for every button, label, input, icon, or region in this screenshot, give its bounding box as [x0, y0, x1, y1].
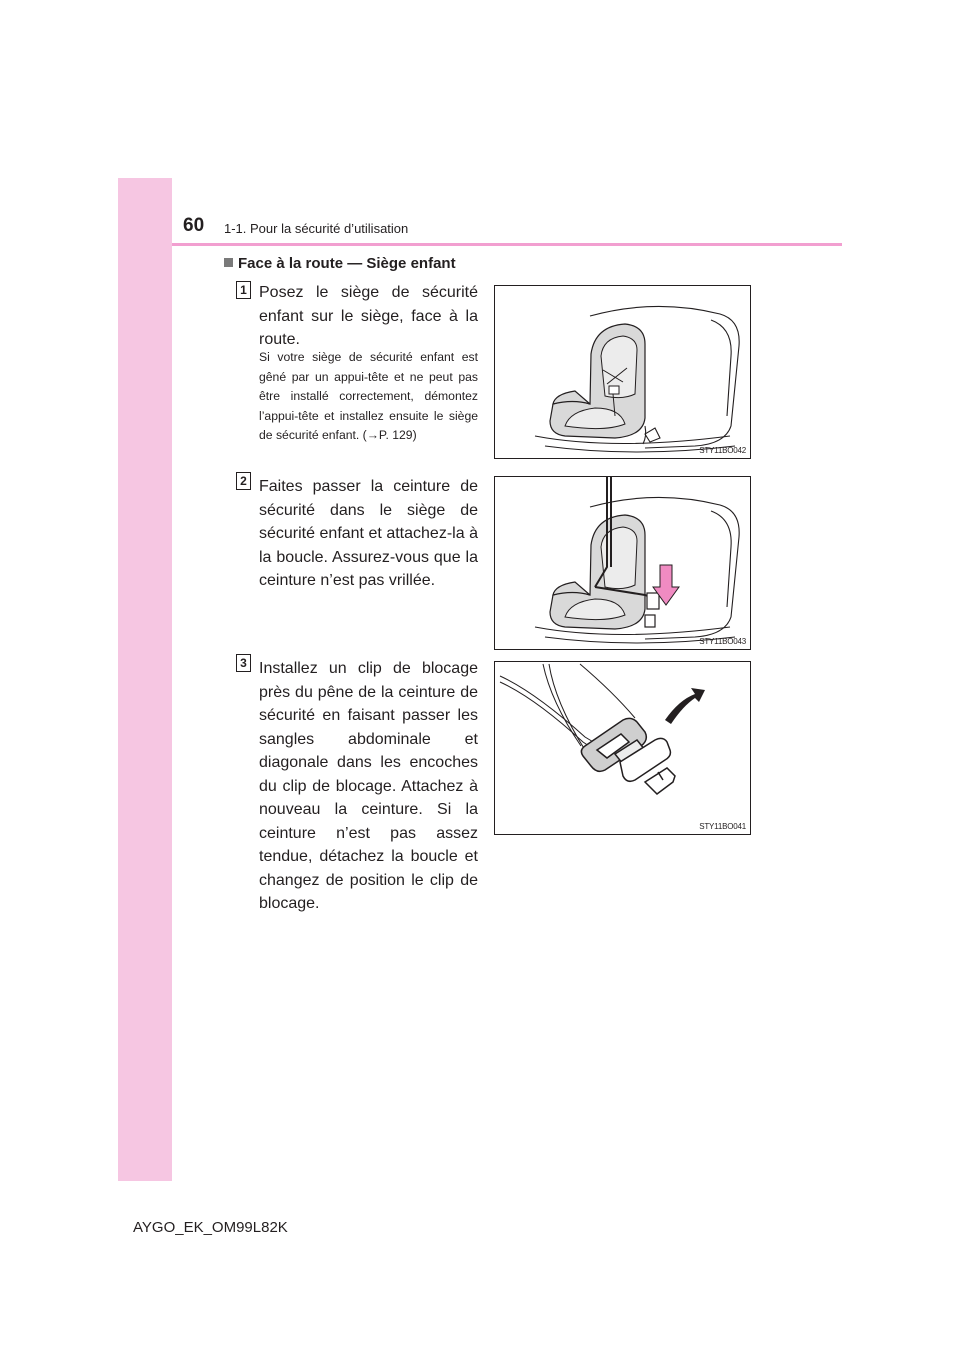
heading-text: Face à la route — Siège enfant [238, 255, 456, 272]
square-bullet-icon [224, 258, 233, 267]
page-number: 60 [183, 215, 205, 236]
figure-code: STY11BO041 [699, 822, 746, 831]
step-1-note: Si votre siège de sécurité enfant est gêné par un appui-tête et ne peut pas être installé correctement, démontez l’appui-tête et installez ensuite le siège de sécurité enfant. (→P. 129) [259, 350, 478, 442]
step-3-badge: 3 [236, 654, 251, 672]
figure-belt-routed [494, 476, 751, 650]
step-2-text: Faites passer la ceinture de sécurité dans le siège de sécurité enfant et attachez-la à la boucle. Assurez-vous que la ceinture n’est pas vrillée. [259, 478, 478, 589]
locking-clip-illustration [495, 662, 750, 834]
section-title: 1-1. Pour la sécurité d’utilisation [224, 221, 409, 236]
step-2-badge: 2 [236, 472, 251, 490]
section-heading [224, 255, 456, 272]
chapter-sidebar [118, 178, 172, 1181]
step-1-badge: 1 [236, 281, 251, 299]
figure-child-seat-placed [494, 285, 751, 459]
figure-locking-clip [494, 661, 751, 835]
child-seat-illustration [495, 286, 750, 458]
figure-code: STY11BO043 [699, 637, 746, 646]
figure-code: STY11BO042 [699, 446, 746, 455]
step-3-text: Installez un clip de blocage près du pêne de la ceinture de sécurité en faisant passer les sangles abdominale et diagonale dans les encoches du clip de blocage. Attachez à nouveau la ceinture. Si la ceinture n’est pas assez tendue, détachez la boucle et changez de position le clip de blocage. [259, 660, 478, 912]
belt-routing-illustration [495, 477, 750, 649]
step-1-text: Posez le siège de sécurité enfant sur le siège, face à la route. [259, 284, 478, 348]
document-code-footer: AYGO_EK_OM99L82K [133, 1219, 288, 1236]
header-rule [172, 243, 842, 246]
